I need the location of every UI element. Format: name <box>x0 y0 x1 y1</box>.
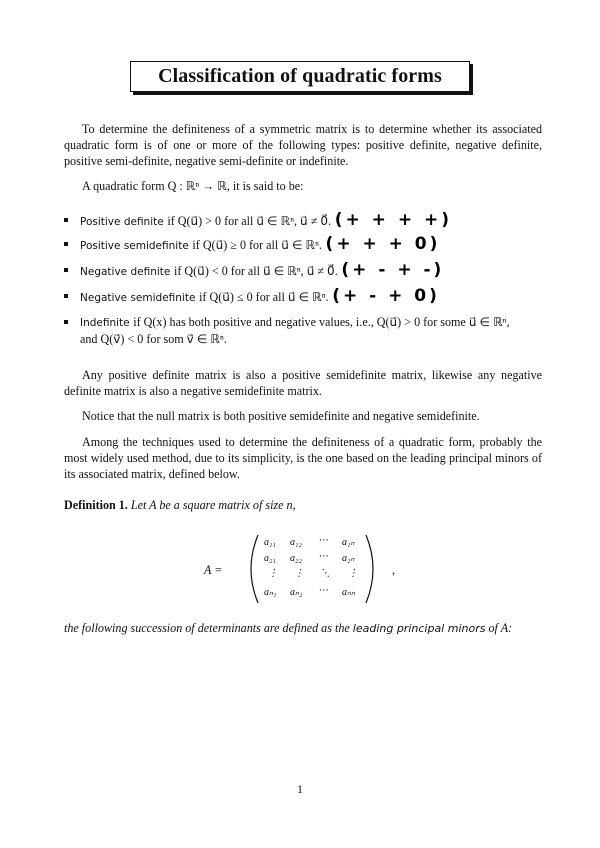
bullet-icon <box>64 268 68 272</box>
bullet-math-line1: if Q(x) has both positive and negative values, i.e., Q(u⃗) > 0 for some u⃗ ∈ ℝⁿ, <box>133 315 510 329</box>
bullet-math: if Q(u⃗) < 0 for all u⃗ ∈ ℝⁿ, u⃗ ≠ 0⃗. <box>173 264 338 278</box>
title-box <box>130 61 470 92</box>
matrix-cell: ⋱ <box>320 568 330 579</box>
null-matrix-paragraph: Notice that the null matrix is both positive semidefinite and negative semidefinite. <box>82 409 480 423</box>
bullet-label: Positive semidefinite <box>80 240 189 252</box>
list-item-indefinite <box>64 314 542 348</box>
leading-minors-text-1: the following succession of determinants are defined as the <box>64 621 353 635</box>
matrix-cell: ⋮ <box>294 568 304 579</box>
matrix-cell: aₙₙ <box>342 587 355 598</box>
matrix-cell: ⋯ <box>318 551 328 562</box>
quadratic-form-definition <box>64 178 542 194</box>
matrix-cell: a₁ₙ <box>342 537 355 548</box>
bullet-icon <box>64 294 68 298</box>
bullet-math: if Q(u⃗) ≤ 0 for all u⃗ ∈ ℝⁿ. <box>199 290 329 304</box>
bullet-math: if Q(u⃗) ≥ 0 for all u⃗ ∈ ℝⁿ. <box>192 238 322 252</box>
list-item-negative-semidefinite <box>64 288 542 308</box>
bullet-icon <box>64 242 68 246</box>
matrix-cell: a₁₁ <box>264 537 276 548</box>
leading-minors-sentence <box>64 621 542 636</box>
page-number: 1 <box>297 782 303 796</box>
leading-minors-text-2: of A: <box>485 621 513 635</box>
matrix-cell: ⋯ <box>318 585 328 596</box>
matrix-cell: a₂₂ <box>290 553 302 564</box>
matrix-cell: aₙ₁ <box>264 587 277 598</box>
definition-heading <box>64 498 296 513</box>
semidefinite-paragraph: Any positive definite matrix is also a positive semidefinite matrix, likewise any negative definite matrix is also a negative semidefinite matrix. <box>64 368 542 398</box>
matrix-trailing: , <box>392 563 396 577</box>
matrix-cell: a₁₂ <box>290 537 302 548</box>
list-item-positive-semidefinite <box>64 236 542 256</box>
matrix-brackets <box>230 533 390 605</box>
matrix-lhs <box>204 563 222 578</box>
handwritten-note: (+ - + -) <box>341 260 445 280</box>
list-item-positive-definite <box>64 212 542 232</box>
intro-paragraph: To determine the definiteness of a symmetric matrix is to determine whether its associated quadratic form is of one or more of the following types: positive definite, negative definite, positive semi-definite, negative semi-definite or indefinite. <box>64 122 542 168</box>
form-def-text: A quadratic form Q : ℝⁿ → ℝ, it is said to be: <box>82 179 304 193</box>
matrix-cell: ⋮ <box>348 568 358 579</box>
bullet-label: Negative semidefinite <box>80 292 196 304</box>
bullet-icon <box>64 320 68 324</box>
definition-label: Definition 1. <box>64 498 128 512</box>
matrix-cell: a₂ₙ <box>342 553 355 564</box>
techniques-paragraph: Among the techniques used to determine the definiteness of a quadratic form, probably the most widely used method, due to its simplicity, is the one based on the leading principal minors of its associated matrix, defined below. <box>64 435 542 481</box>
matrix-cell: ⋮ <box>268 568 278 579</box>
handwritten-note: (+ + + 0) <box>325 234 441 254</box>
definition-text: Let A be a square matrix of size n, <box>130 498 296 512</box>
bullet-label: Indefinite <box>80 317 130 329</box>
bullet-icon <box>64 218 68 222</box>
matrix-cell: ⋯ <box>318 535 328 546</box>
leading-minors-emphasis: leading principal minors <box>352 622 486 635</box>
bullet-label: Positive definite <box>80 216 164 228</box>
matrix-A <box>230 533 390 605</box>
bullet-math-line2: and Q(v⃗) < 0 for som v⃗ ∈ ℝⁿ. <box>80 332 227 346</box>
handwritten-note: (+ + + +) <box>334 210 453 230</box>
handwritten-note: (+ - + 0) <box>332 286 440 306</box>
bullet-label: Negative definite <box>80 266 171 278</box>
matrix-cell: aₙ₂ <box>290 587 303 598</box>
matrix-lhs-text: A = <box>204 563 223 577</box>
list-item-negative-definite <box>64 262 542 282</box>
page-title: Classification of quadratic forms <box>158 65 442 87</box>
matrix-cell: a₂₁ <box>264 553 276 564</box>
bullet-math: if Q(u⃗) > 0 for all u⃗ ∈ ℝⁿ, u⃗ ≠ 0⃗. <box>167 214 332 228</box>
